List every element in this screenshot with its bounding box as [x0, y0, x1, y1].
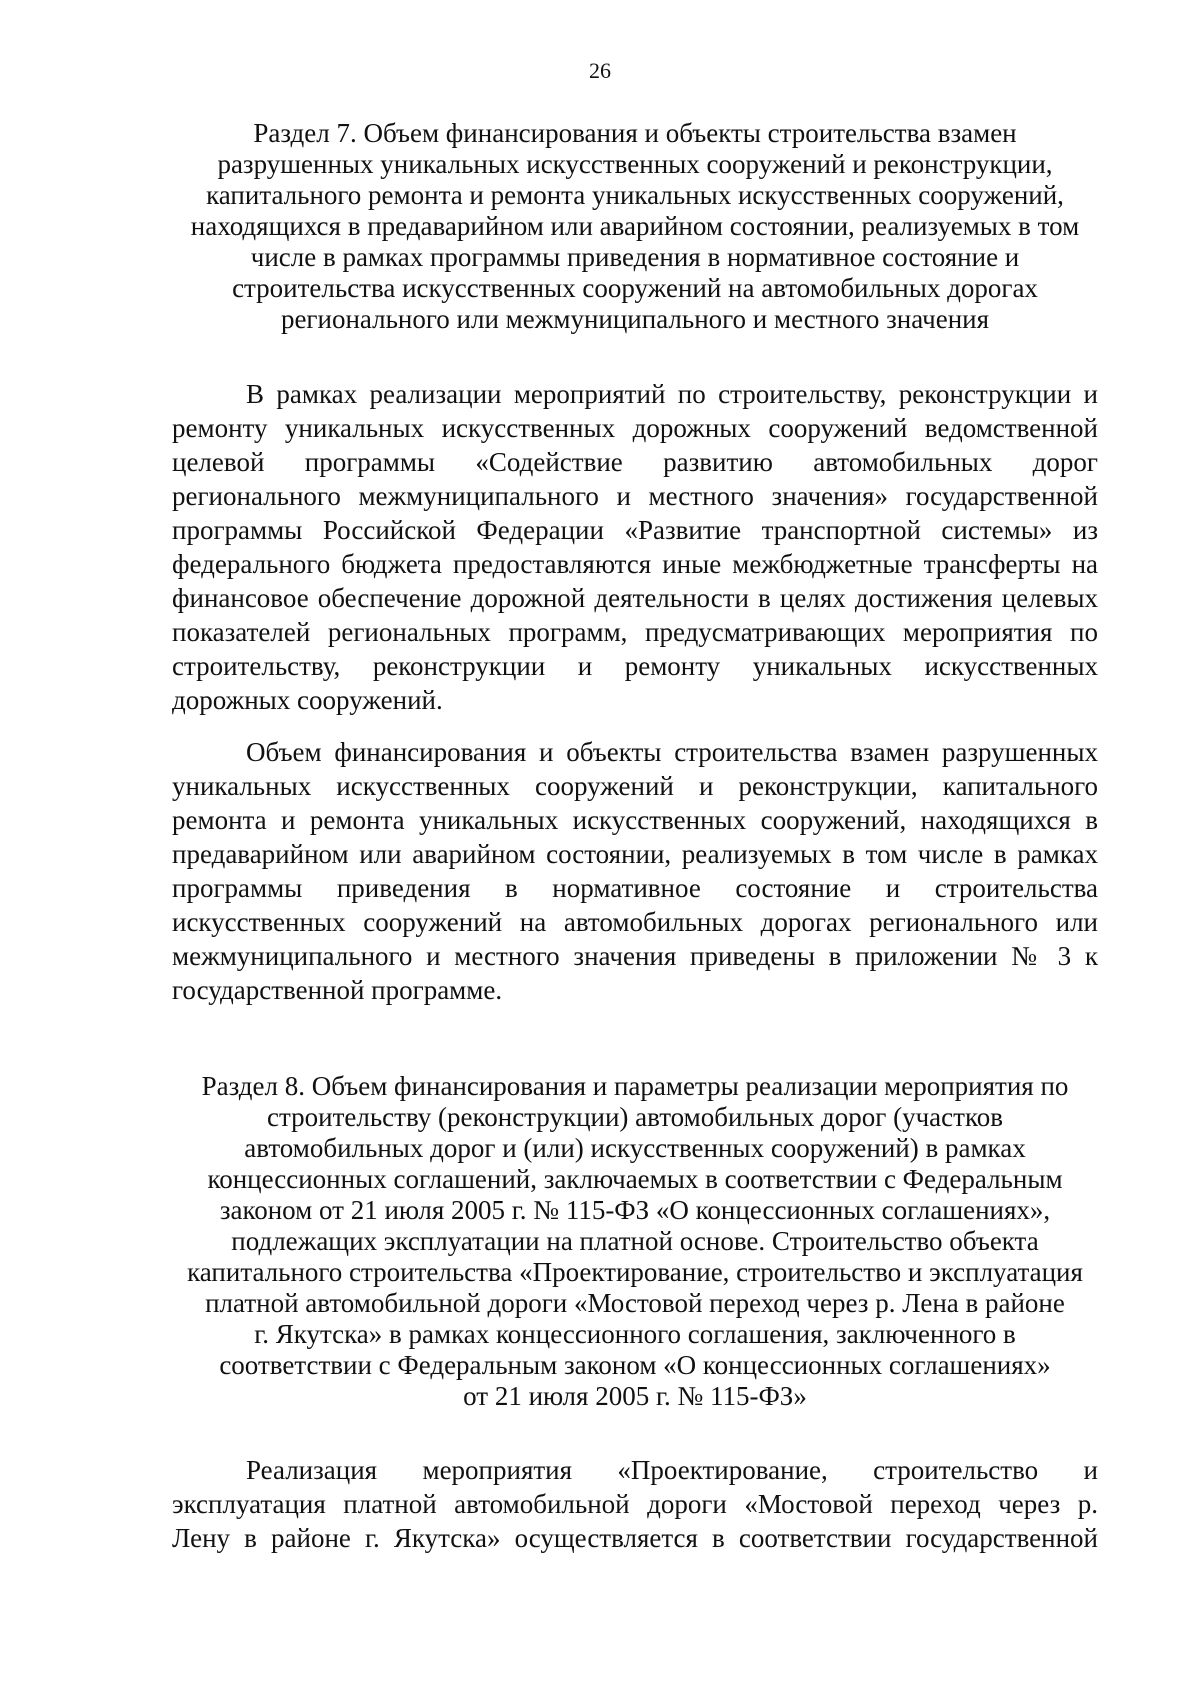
text-line: Лену в районе г. Якутска» осуществляется в соответствии государственной: [172, 1523, 1098, 1553]
heading-line: разрушенных уникальных искусственных сооружений и реконструкции,: [217, 149, 1053, 179]
text-line: уникальных искусственных сооружений и реконструкции, капитального: [172, 771, 1098, 801]
heading-line: капитального строительства «Проектирование, строительство и эксплуатация: [187, 1257, 1083, 1287]
text-line: федерального бюджета предоставляются иные межбюджетные трансферты на: [172, 549, 1098, 579]
heading-line: платной автомобильной дороги «Мостовой переход через р. Лена в районе: [205, 1288, 1065, 1318]
heading-line: законом от 21 июля 2005 г. № 115-ФЗ «О концессионных соглашениях»,: [219, 1195, 1051, 1225]
section-8-heading: [172, 1071, 1098, 1412]
text-line: государственной программе.: [172, 975, 503, 1005]
text-line: В рамках реализации мероприятий по строительству, реконструкции и: [246, 379, 1098, 409]
text-line: программы приведения в нормативное состояние и строительства: [172, 873, 1098, 903]
heading-line: концессионных соглашений, заключаемых в соответствии с Федеральным: [207, 1164, 1063, 1194]
text-line: предаварийном или аварийном состоянии, реализуемых в том числе в рамках: [172, 839, 1098, 869]
heading-line: соответствии с Федеральным законом «О концессионных соглашениях»: [219, 1350, 1051, 1380]
text-line: ремонта и ремонта уникальных искусственных сооружений, находящихся в: [172, 805, 1098, 835]
text-line: регионального межмуниципального и местного значения» государственной: [172, 481, 1098, 511]
section-7-paragraph-1: [172, 377, 1098, 717]
text-line: межмуниципального и местного значения приведены в приложении № 3 к: [172, 941, 1098, 971]
heading-line: строительства искусственных сооружений на автомобильных дорогах: [232, 273, 1038, 303]
heading-line: Раздел 8. Объем финансирования и параметры реализации мероприятия по: [201, 1071, 1069, 1101]
text-line: финансовое обеспечение дорожной деятельности в целях достижения целевых: [172, 583, 1098, 613]
heading-line: регионального или межмуниципального и местного значения: [280, 304, 990, 334]
text-line: программы Российской Федерации «Развитие транспортной системы» из: [172, 515, 1098, 545]
text-line: строительству, реконструкции и ремонту уникальных искусственных: [172, 651, 1098, 681]
heading-line: г. Якутска» в рамках концессионного соглашения, заключенного в: [254, 1319, 1016, 1349]
text-line: дорожных сооружений.: [172, 685, 443, 715]
heading-line: находящихся в предаварийном или аварийном состоянии, реализуемых в том: [190, 211, 1080, 241]
heading-line: подлежащих эксплуатации на платной основе. Строительство объекта: [231, 1226, 1039, 1256]
text-line: эксплуатация платной автомобильной дороги «Мостовой переход через р.: [172, 1489, 1098, 1519]
text-line: целевой программы «Содействие развитию автомобильных дорог: [172, 447, 1098, 477]
text-line: показателей региональных программ, предусматривающих мероприятия по: [172, 617, 1098, 647]
page-number: 26: [589, 58, 611, 83]
text-line: Объем финансирования и объекты строительства взамен разрушенных: [246, 737, 1098, 767]
text-line: ремонту уникальных искусственных дорожных сооружений ведомственной: [172, 413, 1098, 443]
section-7-heading: [172, 118, 1098, 335]
heading-line: Раздел 7. Объем финансирования и объекты строительства взамен: [253, 118, 1017, 148]
text-line: искусственных сооружений на автомобильных дорогах регионального или: [172, 907, 1098, 937]
heading-line: числе в рамках программы приведения в нормативное состояние и: [250, 242, 1020, 272]
heading-line: строительству (реконструкции) автомобильных дорог (участков: [267, 1102, 1003, 1132]
heading-line: автомобильных дорог и (или) искусственных сооружений) в рамках: [244, 1133, 1026, 1163]
section-8-paragraph-1: [172, 1453, 1098, 1555]
heading-line: от 21 июля 2005 г. № 115-ФЗ»: [463, 1381, 807, 1411]
heading-line: капитального ремонта и ремонта уникальных искусственных сооружений,: [206, 180, 1064, 210]
text-line: Реализация мероприятия «Проектирование, строительство и: [246, 1455, 1098, 1485]
section-7-paragraph-2: [172, 735, 1098, 1007]
